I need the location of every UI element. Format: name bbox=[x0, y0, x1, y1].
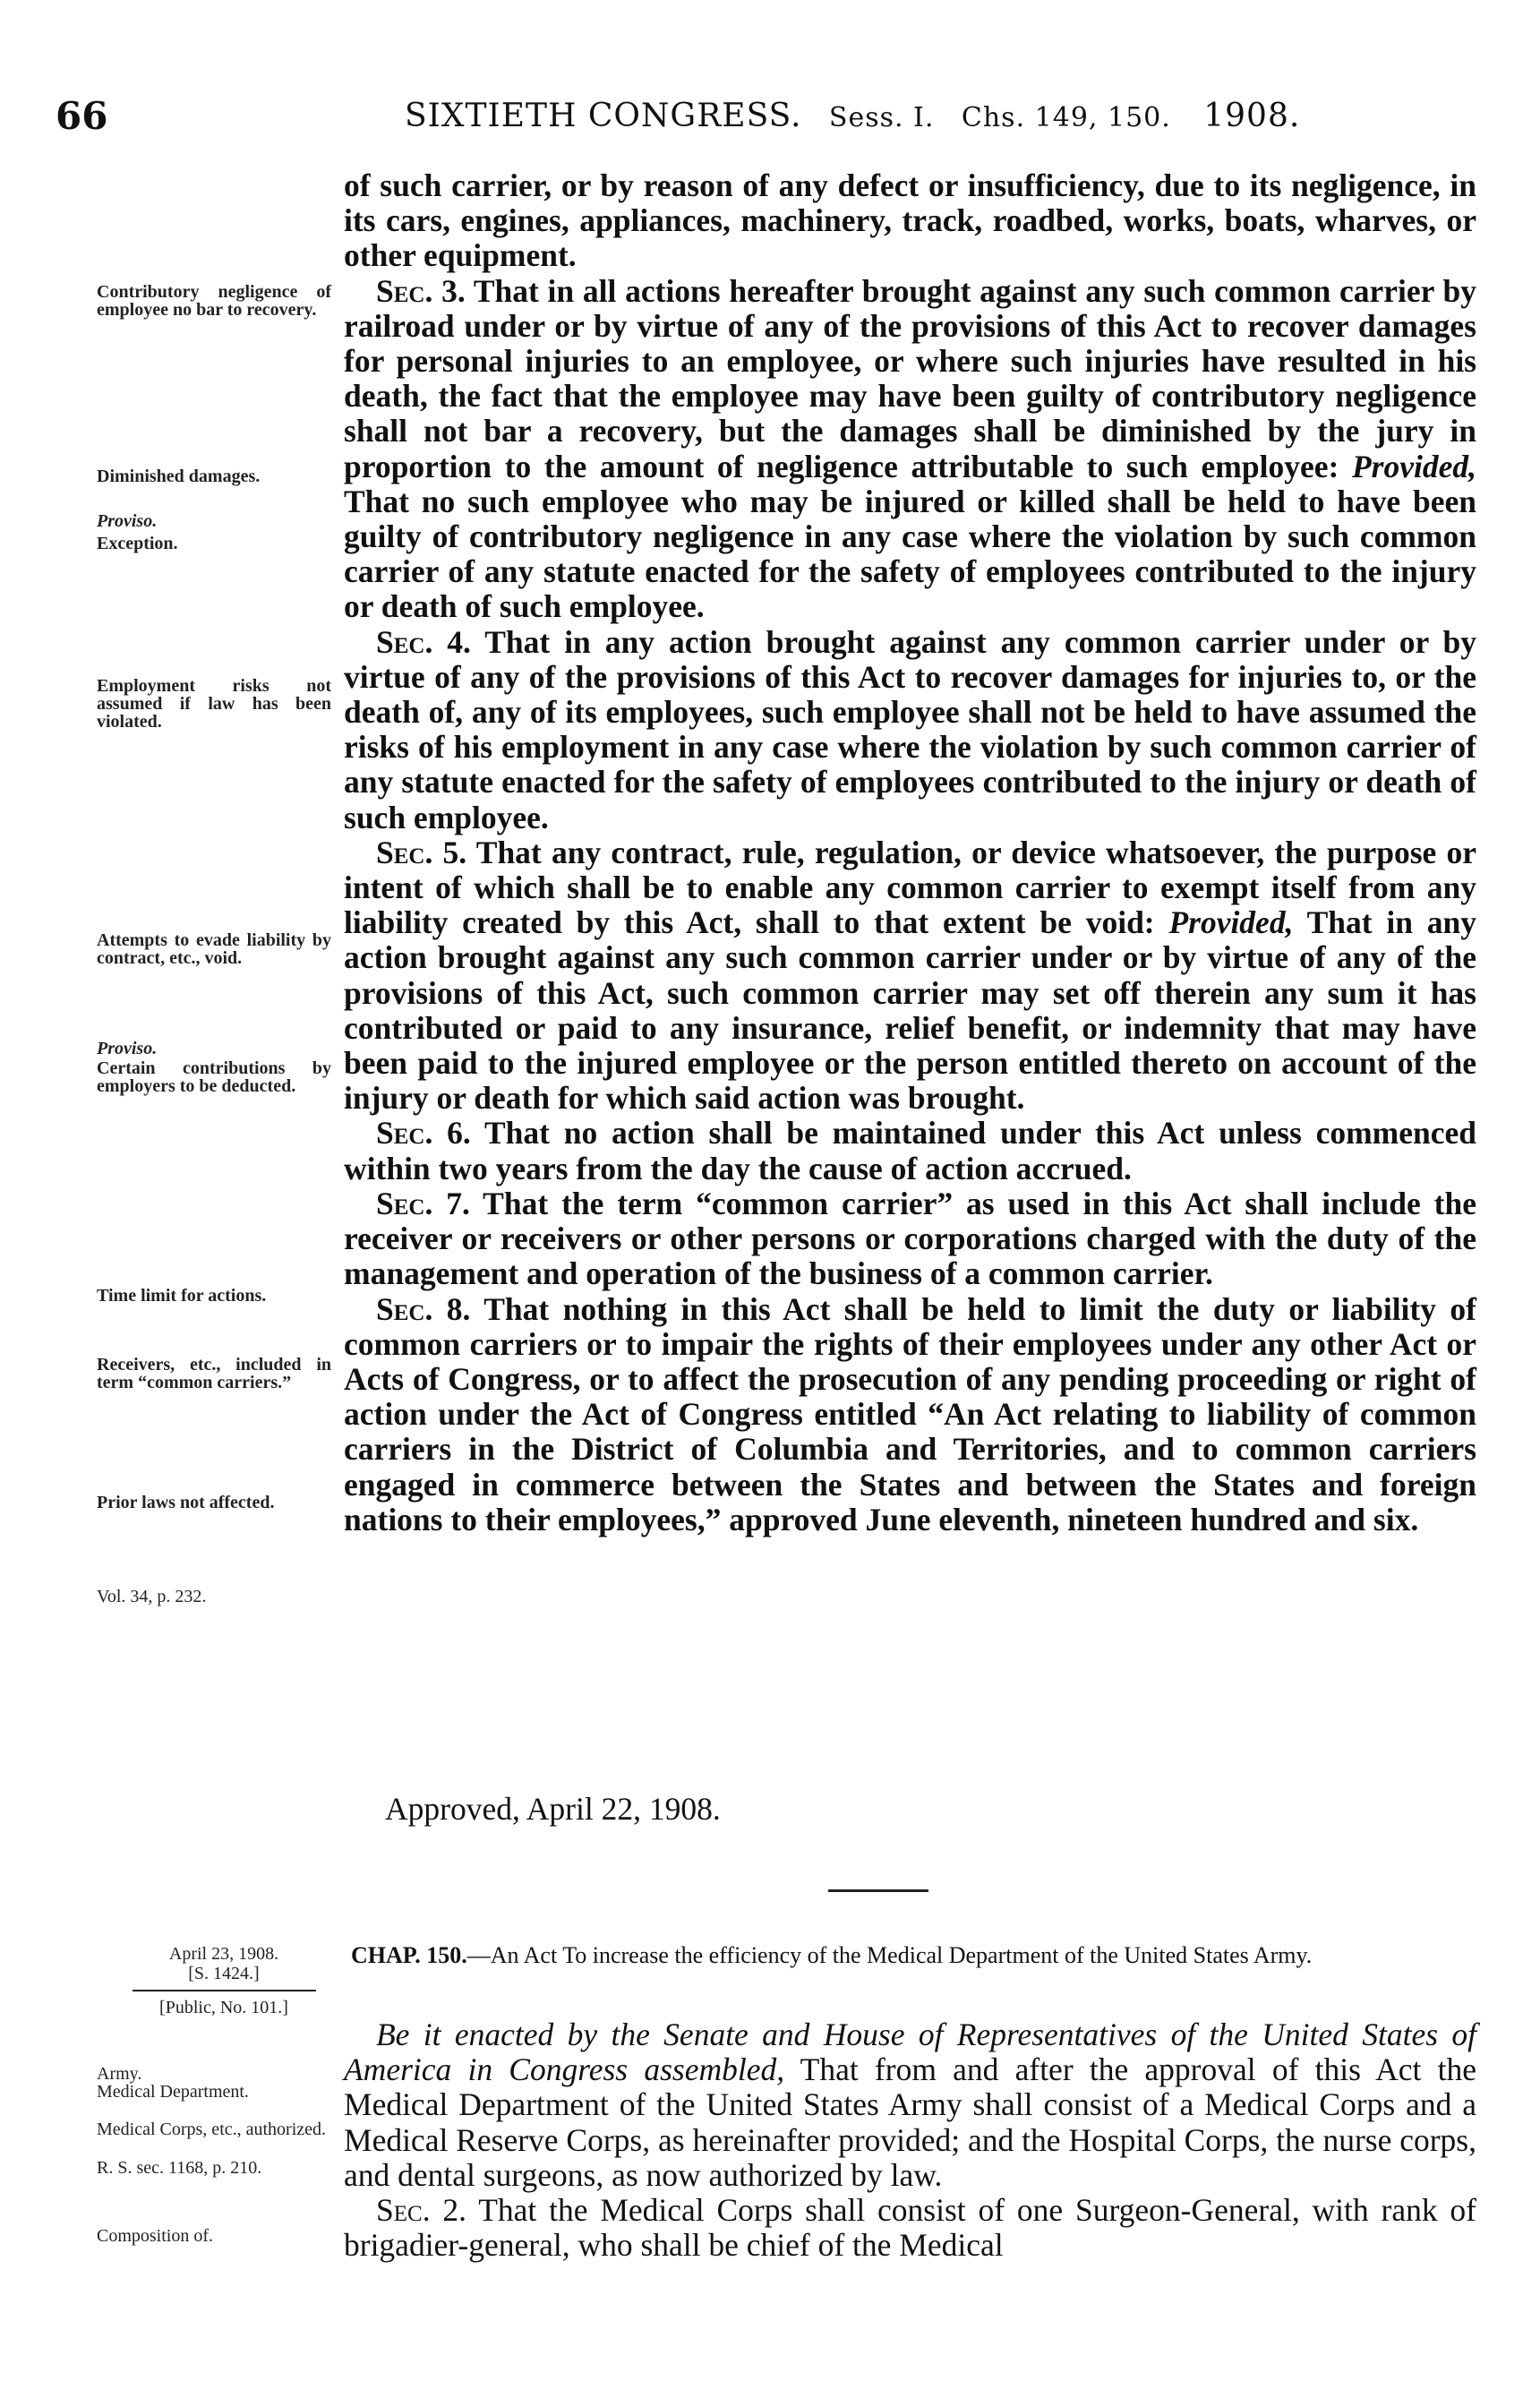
section-5 bbox=[344, 835, 1476, 1117]
chapter-heading bbox=[351, 1941, 1479, 1969]
session-label: Sess. I. bbox=[828, 102, 935, 133]
margin-note-employment-risks: Employment risks not assumed if law has been violated. bbox=[97, 676, 331, 732]
running-header bbox=[56, 94, 1488, 148]
paragraph-continuation: of such carrier, or by reason of any defect or insufficiency, due to its negligence, in its cars, engines, appliances, machinery, track, roadbed, works, boats, wharves, or other equipment. bbox=[344, 167, 1476, 274]
page-number: 66 bbox=[56, 94, 108, 138]
section-6 bbox=[344, 1116, 1476, 1186]
section-4-label: Sec. 4. bbox=[376, 623, 471, 660]
section-8 bbox=[344, 1292, 1476, 1537]
section-4 bbox=[344, 625, 1476, 835]
section-5-text-a: That any contract, rule, regulation, or device whatsoever, the purpose or intent of which shall be to enable any common carrier to exempt itself from any liability created by this Act, shall to that extent be void: bbox=[344, 834, 1476, 941]
margin-note-time-limit: Time limit for actions. bbox=[97, 1286, 267, 1306]
enacting-clause bbox=[344, 2017, 1476, 2193]
margin-note-diminished-damages: Diminished damages. bbox=[97, 467, 261, 486]
margin-note-proviso-2: Proviso. bbox=[97, 1039, 158, 1058]
section-3-text-a: That in all actions hereafter brought against any such common carrier by railroad under or by virtue of any of the provisions of this Act to recover damages for personal injuries to an employee, or where such injuries have resulted in his death, the fact that the employee may have been guilty of contributory negligence shall not bar a recovery, but the damages shall be diminished by the jury in proportion to the amount of negligence attributable to such employee: bbox=[344, 272, 1477, 484]
margin-note-proviso-1: Proviso. bbox=[97, 511, 158, 531]
margin-note-composition: Composition of. bbox=[97, 2226, 214, 2246]
chapters-label: Chs. 149, 150. bbox=[961, 102, 1171, 133]
margin-note-chapter-date: April 23, 1908. bbox=[168, 1944, 279, 1964]
chapter-divider bbox=[828, 1889, 928, 1892]
margin-note-exception: Exception. bbox=[97, 534, 178, 553]
margin-note-public-law: [Public, No. 101.] bbox=[159, 1998, 288, 2017]
approval-date: Approved, April 22, 1908. bbox=[385, 1791, 721, 1827]
enacting-formula: Be it enacted by the Senate and House of Representatives of the United States of America in Congress assembled, bbox=[344, 2017, 1476, 2088]
chapter-section-2-text: That the Medical Corps shall consist of one Surgeon-General, with rank of brigadier-general, who shall be chief of the Medical bbox=[344, 2192, 1476, 2264]
margin-note-receivers: Receivers, etc., included in term “common carriers.” bbox=[97, 1355, 331, 1392]
margin-note-senate-bill: [S. 1424.] bbox=[188, 1964, 260, 1983]
margin-note-contributory-negligence: Contributory negligence of employee no bar to recovery. bbox=[97, 282, 331, 320]
margin-note-attempts-to-evade: Attempts to evade liability by contract, etc., void. bbox=[97, 930, 331, 968]
section-3-proviso: Provided, bbox=[1351, 448, 1476, 484]
enacting-text: That from and after the approval of this Act the Medical Department of the United States Army shall consist of a Medical Corps and a Medical Reserve Corps, as hereinafter provided; and the Hospital Corps, the nurse corps, and dental surgeons, as now authorized by law. bbox=[344, 2051, 1477, 2193]
margin-note-prior-laws: Prior laws not affected. bbox=[97, 1493, 275, 1512]
section-5-text-b: That in any action brought against any such common carrier under or by virtue of any of the provisions of this Act, such common carrier may set off therein any sum it has contributed or paid to any insurance, relief benefit, or indemnity that may have been paid to the injured employee or the person entitled thereto on account of the injury or death for which said action was brought. bbox=[344, 904, 1477, 1117]
margin-note-revised-statutes: R. S. sec. 1168, p. 210. bbox=[97, 2158, 262, 2178]
margin-note-certain-contributions: Certain contributions by employers to be deducted. bbox=[97, 1058, 331, 1096]
running-title bbox=[405, 98, 1300, 134]
margin-rule bbox=[133, 1990, 316, 1991]
section-5-proviso: Provided, bbox=[1168, 904, 1294, 941]
enacting-block bbox=[344, 2017, 1476, 2263]
margin-note-army: Army. bbox=[97, 2064, 142, 2084]
body-text bbox=[344, 168, 1476, 1537]
section-4-text: That in any action brought against any common carrier under or by virtue of any of the provisions of this Act to recover damages for injuries to, or the death of, any of its employees, such employee shall not be held to have assumed the risks of his employment in any case where the violation by such common carrier of any statute enacted for the safety of employees contributed to the injury or death of such employee. bbox=[344, 623, 1476, 835]
section-7-label: Sec. 7. bbox=[376, 1185, 470, 1221]
section-8-text: That nothing in this Act shall be held to limit the duty or liability of common carriers or to impair the rights of their employees under any other Act or Acts of Congress, or to affect the prosecution of any pending proceeding or right of action under the Act of Congress entitled “An Act relating to liability of common carriers in the District of Columbia and Territories, and to common carriers engaged in commerce between the States and between the States and foreign nations to their employees,” approved June eleventh, nineteen hundred and six. bbox=[344, 1290, 1476, 1537]
section-3-text-b: That no such employee who may be injured or killed shall be held to have been guilty of contributory negligence in any case where the violation by such common carrier of any statute enacted for the safety of employees contributed to the injury or death of such employee. bbox=[344, 483, 1476, 625]
year-label: 1908. bbox=[1203, 98, 1301, 134]
chapter-title: —An Act To increase the efficiency of the Medical Department of the United States Army. bbox=[466, 1942, 1313, 1968]
margin-note-medical-corps-authorized: Medical Corps, etc., authorized. bbox=[97, 2120, 327, 2139]
chapter-section-2 bbox=[344, 2193, 1476, 2263]
section-5-label: Sec. 5. bbox=[376, 834, 467, 870]
section-6-label: Sec. 6. bbox=[376, 1115, 471, 1152]
section-6-text: That no action shall be maintained under this Act unless commenced within two years from the day the cause of action accrued. bbox=[344, 1115, 1477, 1186]
chapter-section-2-label: Sec. 2. bbox=[376, 2192, 467, 2229]
chapter-label: CHAP. 150. bbox=[351, 1942, 467, 1968]
section-7 bbox=[344, 1186, 1476, 1292]
section-3 bbox=[344, 274, 1476, 625]
section-8-label: Sec. 8. bbox=[376, 1290, 471, 1327]
congress-title: SIXTIETH CONGRESS. bbox=[405, 98, 802, 134]
margin-note-volume-reference: Vol. 34, p. 232. bbox=[97, 1587, 207, 1606]
section-7-text: That the term “common carrier” as used in this Act shall include the receiver or receivers or other persons or corporations charged with the duty of the management and operation of the business of a common carrier. bbox=[344, 1185, 1476, 1292]
margin-note-medical-department: Medical Department. bbox=[97, 2082, 249, 2102]
section-3-label: Sec. 3. bbox=[376, 272, 466, 309]
